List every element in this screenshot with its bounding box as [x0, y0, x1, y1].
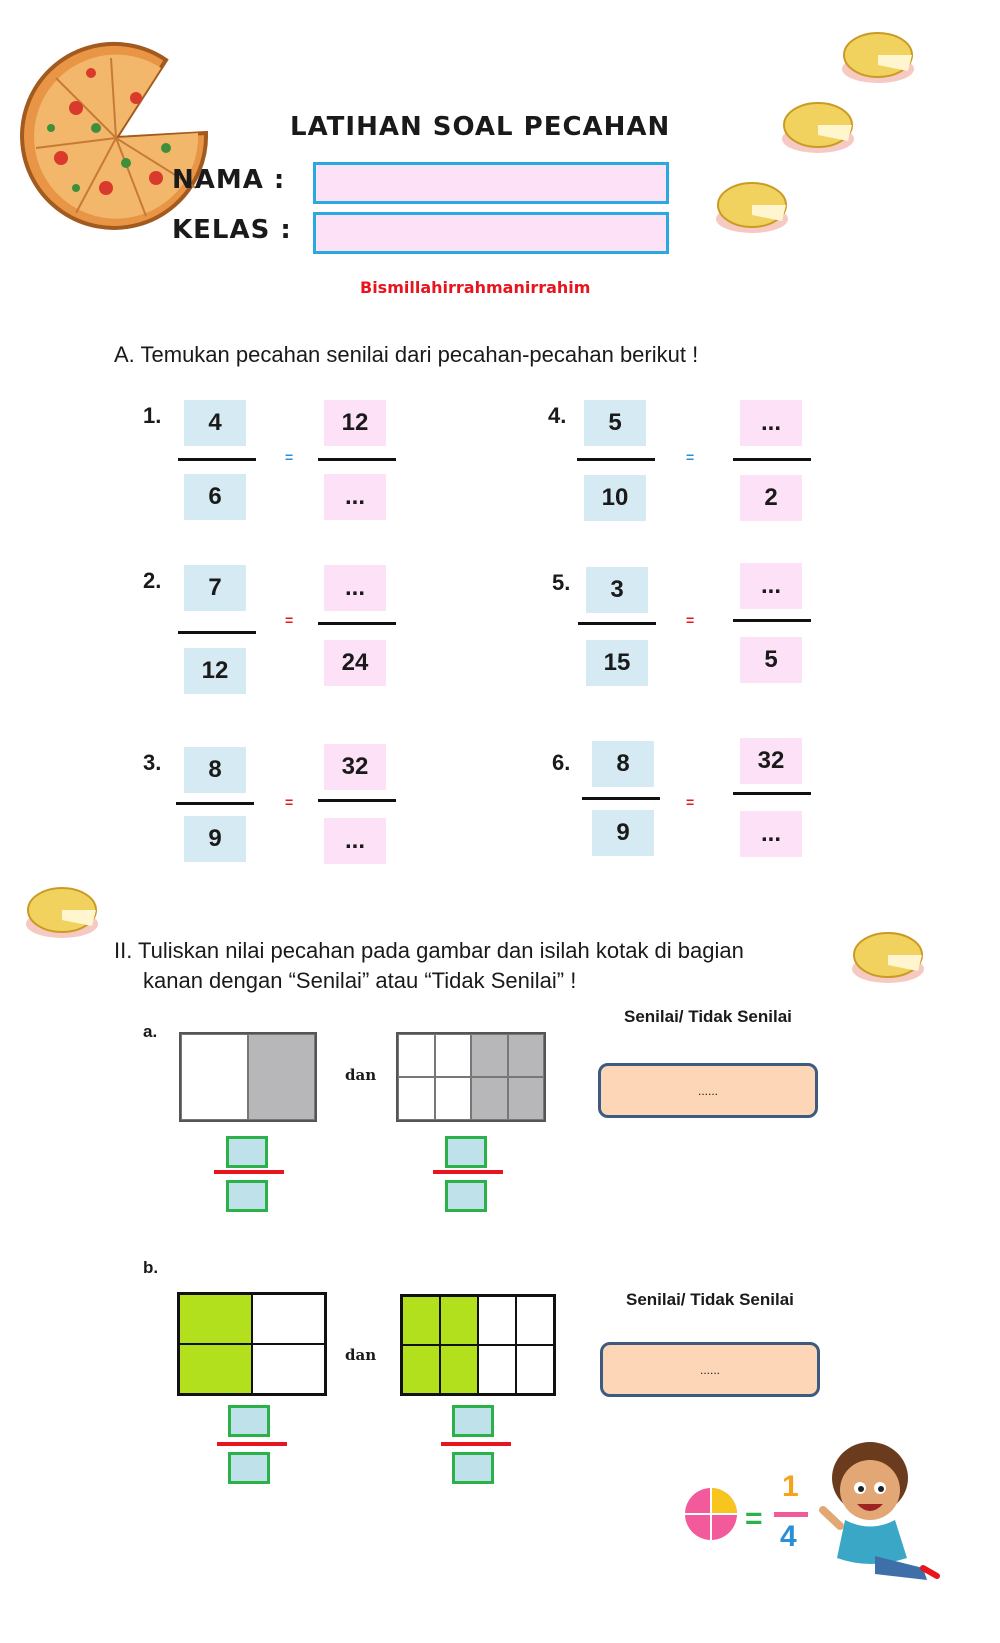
- nama-label: NAMA :: [172, 165, 286, 195]
- denominator-input[interactable]: [228, 1452, 270, 1484]
- denominator-input[interactable]: [445, 1180, 487, 1212]
- numerator-box: 32: [324, 744, 386, 790]
- fraction-numerator: 1: [782, 1470, 799, 1503]
- problem-number: 6.: [552, 750, 571, 775]
- fraction-bar: [733, 792, 811, 795]
- denominator-input[interactable]: [226, 1180, 268, 1212]
- denominator-box: 10: [584, 475, 646, 521]
- pizza-icon: [16, 38, 216, 238]
- boy-mascot-icon: [815, 1438, 940, 1588]
- numerator-answer-box[interactable]: ...: [740, 563, 802, 609]
- numerator-box: 4: [184, 400, 246, 446]
- cake-icon: [712, 175, 792, 237]
- numerator-box: 12: [324, 400, 386, 446]
- fraction-bar: [578, 622, 656, 625]
- fraction-bar: [217, 1442, 287, 1446]
- problem-number: 3.: [143, 750, 162, 775]
- equals-sign: =: [745, 1502, 763, 1535]
- problem-number: 4.: [548, 403, 567, 428]
- numerator-box: 7: [184, 565, 246, 611]
- page-title: LATIHAN SOAL PECAHAN: [290, 112, 671, 142]
- cake-icon: [778, 95, 858, 157]
- fraction-bar: [774, 1512, 808, 1517]
- section-b-heading-line2: kanan dengan “Senilai” atau “Tidak Senilai” !: [143, 968, 577, 993]
- subtitle: Bismillahirrahmanirrahim: [360, 278, 591, 297]
- numerator-answer-box[interactable]: ...: [324, 565, 386, 611]
- numerator-input[interactable]: [226, 1136, 268, 1168]
- numerator-answer-box[interactable]: ...: [740, 400, 802, 446]
- fraction-denominator: 4: [780, 1520, 797, 1553]
- answer-field[interactable]: ......: [600, 1342, 820, 1397]
- numerator-box: 3: [586, 567, 648, 613]
- equals-sign: =: [686, 449, 695, 465]
- fraction-bar: [214, 1170, 284, 1174]
- answer-field[interactable]: ......: [598, 1063, 818, 1118]
- problem-number: 1.: [143, 403, 162, 428]
- denominator-box: 2: [740, 475, 802, 521]
- fraction-bar: [318, 458, 396, 461]
- fraction-figure: [400, 1294, 556, 1396]
- item-label: b.: [143, 1258, 159, 1277]
- item-label: a.: [143, 1022, 158, 1041]
- equals-sign: =: [686, 612, 695, 628]
- fraction-bar: [176, 802, 254, 805]
- equals-sign: =: [285, 612, 294, 628]
- equals-sign: =: [285, 449, 294, 465]
- kelas-field[interactable]: [313, 212, 669, 254]
- pie-chart-icon: [683, 1486, 739, 1542]
- fraction-bar: [577, 458, 655, 461]
- numerator-box: 32: [740, 738, 802, 784]
- denominator-answer-box[interactable]: ...: [324, 474, 386, 520]
- numerator-box: 8: [592, 741, 654, 787]
- fraction-bar: [733, 458, 811, 461]
- section-a-heading: A. Temukan pecahan senilai dari pecahan-pecahan berikut !: [114, 342, 699, 367]
- problem-number: 5.: [552, 570, 571, 595]
- numerator-input[interactable]: [452, 1405, 494, 1437]
- fraction-bar: [318, 622, 396, 625]
- answer-title: Senilai/ Tidak Senilai: [624, 1007, 792, 1026]
- numerator-input[interactable]: [228, 1405, 270, 1437]
- denominator-box: 6: [184, 474, 246, 520]
- fraction-bar: [441, 1442, 511, 1446]
- fraction-bar: [178, 631, 256, 634]
- numerator-box: 8: [184, 747, 246, 793]
- fraction-bar: [318, 799, 396, 802]
- fraction-bar: [178, 458, 256, 461]
- cake-icon: [848, 925, 928, 987]
- denominator-input[interactable]: [452, 1452, 494, 1484]
- cake-icon: [22, 880, 102, 942]
- denominator-box: 9: [592, 810, 654, 856]
- nama-field[interactable]: [313, 162, 669, 204]
- equals-sign: =: [686, 794, 695, 810]
- denominator-answer-box[interactable]: ...: [324, 818, 386, 864]
- fraction-figure: [179, 1032, 317, 1122]
- fraction-bar: [733, 619, 811, 622]
- connector-text: dan: [345, 1346, 377, 1364]
- fraction-figure: [177, 1292, 327, 1396]
- numerator-box: 5: [584, 400, 646, 446]
- denominator-answer-box[interactable]: ...: [740, 811, 802, 857]
- connector-text: dan: [345, 1066, 377, 1084]
- denominator-box: 12: [184, 648, 246, 694]
- equals-sign: =: [285, 794, 294, 810]
- problem-number: 2.: [143, 568, 162, 593]
- numerator-input[interactable]: [445, 1136, 487, 1168]
- denominator-box: 5: [740, 637, 802, 683]
- section-b-heading-line1: II. Tuliskan nilai pecahan pada gambar dan isilah kotak di bagian: [114, 938, 744, 963]
- denominator-box: 15: [586, 640, 648, 686]
- denominator-box: 24: [324, 640, 386, 686]
- cake-icon: [838, 25, 918, 87]
- kelas-label: KELAS :: [172, 215, 292, 245]
- denominator-box: 9: [184, 816, 246, 862]
- fraction-bar: [433, 1170, 503, 1174]
- answer-title: Senilai/ Tidak Senilai: [626, 1290, 794, 1309]
- fraction-bar: [582, 797, 660, 800]
- fraction-figure: [396, 1032, 546, 1122]
